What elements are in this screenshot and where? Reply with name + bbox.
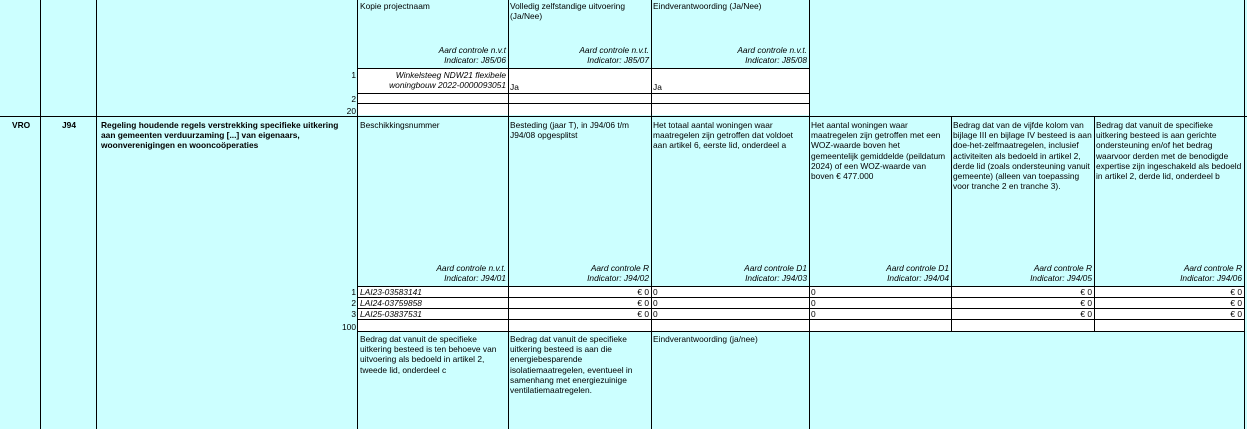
header-besteding: Besteding (jaar T), in J94/06 t/m J94/08 opgesplitst [510,120,630,141]
grid-line [357,103,809,104]
row-number: 1 [351,287,356,297]
aard-controle: Aard controle R [590,263,649,273]
grid-line [508,117,509,429]
header-volledig-zelfstandig: Volledig zelfstandige uitvoering (Ja/Nee) [510,1,626,22]
row-number: 1 [351,70,356,80]
cell-doe-het-zelf[interactable]: € 0 [951,309,1094,319]
aard-controle: Aard controle n.v.t. [579,45,649,55]
cell-beschikkingsnummer[interactable]: LAI23-03583141 [358,287,508,297]
cell-gerichte-ondersteuning[interactable]: € 0 [1094,298,1244,308]
header-gerichte-ondersteuning: Bedrag dat vanuit de specifieke uitkering besteed is aan gerichte ondersteuning en/of het bedrag waarvoor derden met de benodigde expertise zijn ingeschakeld als bedoeld in artikel 2, derde lid, onderdeel b [1096,120,1242,182]
aard-controle: Aard controle n.v.t. [436,263,506,273]
grid-line [651,0,652,116]
aard-controle: Aard controle n.v.t [438,45,506,55]
grid-line [357,0,358,429]
grid-line [96,0,97,429]
cell-besteding[interactable]: € 0 [508,309,651,319]
aard-controle: Aard controle D1 [744,263,807,273]
j94-aard-indicator-3 [651,262,809,286]
row-number: 3 [351,309,356,319]
indicator: Indicator: J94/05 [1030,273,1092,284]
cell-doe-het-zelf[interactable]: € 0 [951,298,1094,308]
header-totaal-woningen: Het totaal aantal woningen waar maatregelen zijn getroffen dat voldoet aan artikel 6, eerste lid, onderdeel a [653,120,793,151]
regulation-title: Regeling houdende regels verstrekking specifieke uitkering aan gemeenten verduurzaming [...] van eigenaars, woonverenigingen en wooncoöperaties [101,120,339,151]
grid-line [357,297,1244,298]
top-cell-zelfstandig-1[interactable]: Ja [508,69,651,93]
cell-woz-woningen[interactable]: 0 [809,287,951,297]
top-aard-indicator-1 [358,44,508,68]
indicator: Indicator: J94/04 [887,273,949,284]
row-spacer[interactable] [358,320,1244,331]
header-kopie-projectnaam: Kopie projectnaam [360,1,430,11]
regulation-code: J94 [62,120,76,130]
department-code: VRO [12,120,31,130]
aard-controle: Aard controle R [1183,263,1242,273]
header-eindverantwoording-j94: Eindverantwoording (ja/nee) [653,334,758,344]
grid-line [1244,0,1245,429]
grid-line [357,68,809,69]
header-woz-woningen: Het aantal woningen waar maatregelen zijn getroffen met een WOZ-waarde boven het gemeentelijk gemiddelde (peildatum 2024) of een WOZ-waarde van boven € 477.000 [811,120,946,182]
grid-line [357,286,1244,287]
header-beschikkingsnummer: Beschikkingsnummer [360,120,440,130]
grid-line [651,117,652,429]
grid-line [357,331,1244,332]
grid-line [357,308,1244,309]
grid-line [357,93,809,94]
cell-gerichte-ondersteuning[interactable]: € 0 [1094,309,1244,319]
grid-line [357,319,1244,320]
grid-line [508,0,509,116]
cell-besteding[interactable]: € 0 [508,287,651,297]
cell-woz-woningen[interactable]: 0 [809,309,951,319]
top-aard-indicator-2 [508,44,651,68]
top-row-2[interactable] [358,94,809,103]
header-uitvoering-art2: Bedrag dat vanuit de specifieke uitkering besteed is ten behoeve van uitvoering als bedoeld in artikel 2, tweede lid, onderdeel c [360,334,497,375]
grid-line [809,117,810,429]
cell-doe-het-zelf[interactable]: € 0 [951,287,1094,297]
cell-woz-woningen[interactable]: 0 [809,298,951,308]
grid-line [809,0,810,116]
j94-aard-indicator-4 [809,262,951,286]
j94-aard-indicator-6 [1094,262,1244,286]
header-eindverantwoording: Eindverantwoording (Ja/Nee) [653,1,762,11]
indicator: Indicator: J94/01 [444,273,506,284]
cell-totaal-woningen[interactable]: 0 [651,298,809,308]
top-cell-eindverantwoording-1[interactable]: Ja [651,69,809,93]
header-doe-het-zelf: Bedrag dat van de vijfde kolom van bijlage III en bijlage IV besteed is aan doe-het-zelfmaatregelen, inclusief activiteiten als bedoeld in artikel 2, derde lid (zoals ondersteuning vanuit gemeente) (alleen van toepassing voor tranche 2 en tranche 3). [953,120,1092,192]
indicator: Indicator: J94/03 [745,273,807,284]
aard-controle: Aard controle R [1033,263,1092,273]
indicator: Indicator: J85/07 [587,55,649,66]
grid-line [1094,117,1095,332]
cell-beschikkingsnummer[interactable]: LAI25-03837531 [358,309,508,319]
top-cell-projectnaam-1[interactable]: Winkelsteeg NDW21 flexibele woningbouw 2022-0000093051 [358,69,508,93]
header-isolatiemaatregelen: Bedrag dat vanuit de specifieke uitkering besteed is aan die energiebesparende isolatiemaatregelen, eventueel in samenhang met energiezuinige ventilatiemaatregelen. [510,334,633,396]
cell-totaal-woningen[interactable]: 0 [651,287,809,297]
j94-aard-indicator-1 [358,262,508,286]
row-number: 2 [351,298,356,308]
grid-line [0,116,1247,117]
grid-line [951,117,952,332]
row-number: 100 [342,322,356,332]
indicator: Indicator: J94/02 [587,273,649,284]
j94-aard-indicator-5 [951,262,1094,286]
cell-gerichte-ondersteuning[interactable]: € 0 [1094,287,1244,297]
top-row-20[interactable] [358,104,809,115]
row-number: 2 [351,94,356,104]
grid-line [40,0,41,429]
indicator: Indicator: J85/06 [444,55,506,66]
row-number: 20 [346,106,356,116]
cell-beschikkingsnummer[interactable]: LAI24-03759858 [358,298,508,308]
cell-totaal-woningen[interactable]: 0 [651,309,809,319]
indicator: Indicator: J94/06 [1180,273,1242,284]
top-aard-indicator-3 [651,44,809,68]
j94-aard-indicator-2 [508,262,651,286]
aard-controle: Aard controle n.v.t. [737,45,807,55]
cell-besteding[interactable]: € 0 [508,298,651,308]
indicator: Indicator: J85/08 [745,55,807,66]
aard-controle: Aard controle D1 [886,263,949,273]
